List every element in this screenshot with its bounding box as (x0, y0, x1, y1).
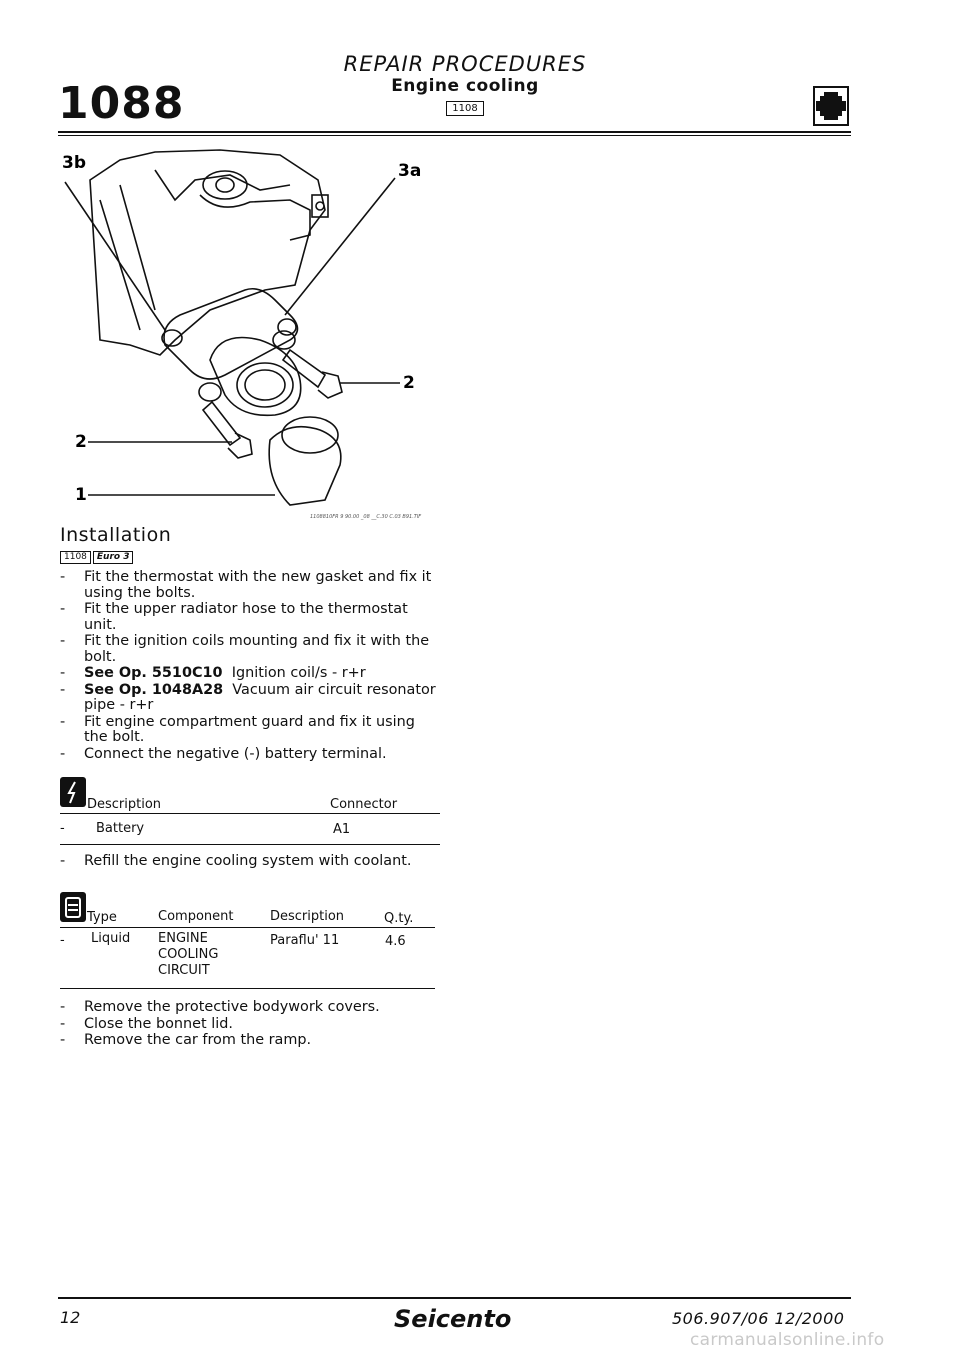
thermostat-diagram (60, 140, 440, 520)
header-rule-thin (58, 135, 851, 136)
label-2-right: 2 (403, 373, 415, 393)
page-header (300, 52, 630, 116)
badge-code: 1108 (60, 551, 91, 564)
page-number: 12 (60, 1308, 81, 1327)
doc-title: REPAIR PROCEDURES (343, 52, 587, 76)
table-cell-component: ENGINE COOLING CIRCUIT (158, 931, 219, 978)
col-header-type: Type (87, 910, 117, 925)
list-item: - Fit the upper radiator hose to the thermostat unit. (60, 602, 440, 633)
engine-block-icon (813, 86, 849, 126)
table-row: - (60, 933, 65, 948)
document-reference: 506.907/06 12/2000 (672, 1309, 845, 1328)
label-3a: 3a (398, 161, 422, 181)
procedure-code: 1108 (446, 101, 483, 116)
table-cell: Paraflu' 11 (270, 933, 340, 948)
table-rule (60, 988, 435, 989)
col-header-qty: Q.ty. (384, 911, 414, 926)
fluid-container-icon (60, 892, 86, 922)
doc-subtitle: Engine cooling (391, 76, 539, 96)
col-header-description: Description (270, 909, 345, 924)
col-header-connector: Connector (330, 797, 398, 812)
variant-badges (60, 551, 135, 564)
col-header-component: Component (158, 909, 234, 924)
table-rule (60, 813, 440, 814)
refill-step: - Refill the engine cooling system with coolant. (60, 853, 412, 869)
list-item: - Close the bonnet lid. (60, 1017, 440, 1033)
final-steps (60, 1000, 440, 1050)
table-cell: Battery (96, 821, 145, 836)
header-rule (58, 131, 851, 133)
table-rule (60, 927, 435, 928)
table-row: - (60, 821, 65, 836)
list-item: - Connect the negative (-) battery terminal. (60, 747, 440, 763)
brand-name: Seicento (394, 1305, 512, 1333)
list-item: - Remove the car from the ramp. (60, 1033, 440, 1049)
installation-steps (60, 570, 440, 763)
op-reference: See Op. 5510C10 (84, 665, 223, 681)
table-cell: A1 (333, 822, 351, 837)
watermark: carmanualsonline.info (690, 1330, 885, 1350)
list-item: - See Op. 1048A28 Vacuum air circuit resonator pipe - r+r (60, 683, 440, 714)
label-3b: 3b (62, 153, 86, 173)
electrical-connector-icon (60, 777, 86, 807)
section-number: 1088 (58, 78, 185, 129)
label-1: 1 (75, 485, 87, 505)
badge-euro: Euro 3 (93, 551, 134, 564)
label-2-left: 2 (75, 432, 87, 452)
list-item: - Fit the ignition coils mounting and fix it with the bolt. (60, 634, 440, 665)
col-header-description: Description (87, 797, 162, 812)
list-item: - See Op. 5510C10 Ignition coil/s - r+r (60, 666, 440, 682)
list-item: - Fit the thermostat with the new gasket and fix it using the bolts. (60, 570, 440, 601)
list-item: - Remove the protective bodywork covers. (60, 1000, 440, 1016)
footer-rule (58, 1297, 851, 1299)
diagram-caption: 1108810FR 9 90.00 _08 __C.30 C.03 B91.TIF (310, 514, 422, 520)
op-reference: See Op. 1048A28 (84, 681, 224, 698)
table-cell: Liquid (91, 931, 131, 946)
table-cell: 4.6 (385, 934, 406, 949)
list-item: - Fit engine compartment guard and fix it using the bolt. (60, 715, 440, 746)
table-rule (60, 844, 440, 845)
section-heading: Installation (60, 524, 172, 546)
